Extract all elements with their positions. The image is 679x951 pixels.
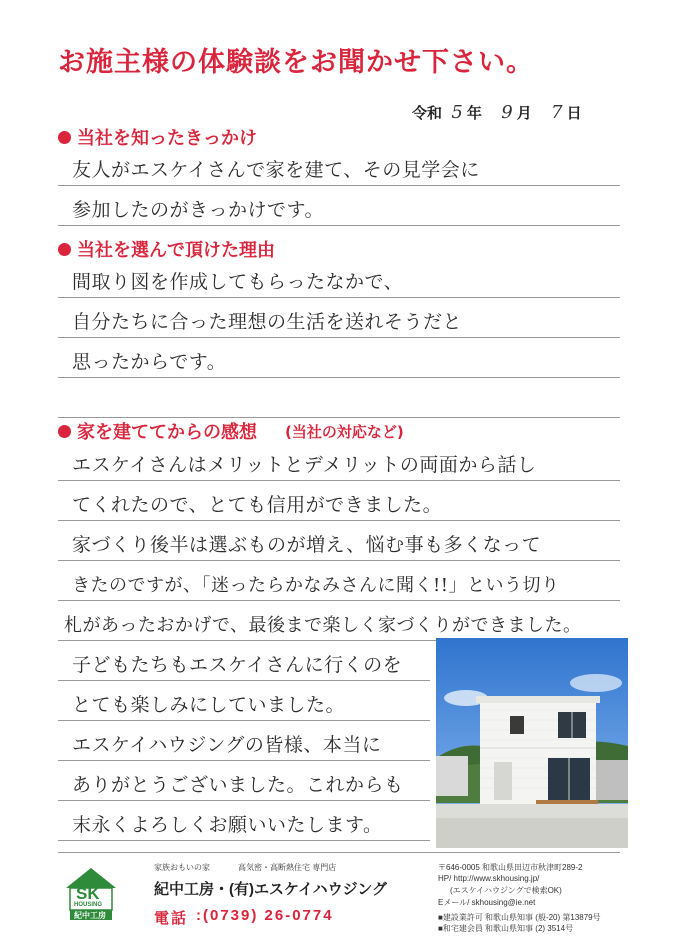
house-photo-illustration (436, 638, 628, 848)
answer-line: 間取り図を作成してもらったなかで、 (58, 258, 620, 298)
date-month-unit: 月 (516, 105, 532, 122)
logo-badge: 紀中工房 (74, 911, 106, 920)
date-year: 5 (451, 102, 463, 123)
date (412, 102, 592, 123)
postal-address: 〒646-0005 和歌山県田辺市秋津町289-2 (438, 863, 583, 872)
date-day: 7 (551, 102, 563, 123)
page-title: お施主様の体験談をお聞かせ下さい。 (58, 47, 534, 78)
answer-line (58, 378, 620, 418)
answer-line: 家づくり後半は選ぶものが増え、悩む事も多くなって (58, 521, 620, 561)
answer-line: エスケイさんはメリットとデメリットの両面から話し (58, 441, 620, 481)
footer-divider (58, 852, 620, 853)
license-construction: ■建設業許可 和歌山県知事 (般-20) 第13879号 (438, 913, 601, 922)
answer-line: ありがとうございました。これからも (58, 761, 430, 801)
answer-line: 子どもたちもエスケイさんに行くのを (58, 641, 430, 681)
bullet-icon (58, 243, 71, 256)
date-era: 令和 (412, 105, 443, 122)
answer-line: 札があったおかげで、最後まで楽しく家づくりができました。 (58, 601, 620, 641)
answer-line: きたのですが、「迷ったらかなみさんに聞く!!」という切り (58, 561, 620, 601)
license-realestate: ■和宅建会員 和歌山県知事 (2) 3514号 (438, 924, 574, 933)
answer-line: 思ったからです。 (58, 338, 620, 378)
phone-number[interactable]: :(0739) 26-0774 (196, 907, 334, 924)
specialty: 高気密・高断熱住宅 専門店 (238, 863, 337, 872)
house-photo (436, 638, 628, 848)
answer-line: 末永くよろしくお願いいたします。 (58, 801, 430, 841)
bullet-icon (58, 131, 71, 144)
answer-line: とても楽しみにしていました。 (58, 681, 430, 721)
company-logo (62, 864, 120, 920)
answer-reason-chosen (58, 258, 620, 418)
date-day-unit: 日 (566, 105, 582, 122)
answer-line: 友人がエスケイさんで家を建て、その見学会に (58, 146, 620, 186)
answer-reason-known (58, 146, 620, 226)
answer-line: 参加したのがきっかけです。 (58, 186, 620, 226)
logo-text: SK (76, 884, 100, 903)
section-subheading: (当社の対応など) (285, 422, 404, 441)
section-heading-impressions: 家を建ててからの感想 (当社の対応など) (58, 418, 404, 444)
section-heading-reason-known: 当社を知ったきっかけ (58, 124, 257, 150)
email-address[interactable]: Eメール/ skhousing@ie.net (438, 898, 536, 907)
date-year-unit: 年 (466, 105, 482, 122)
homepage-url[interactable]: HP/ http://www.skhousing.jp/ (438, 874, 540, 883)
answer-line: てくれたので、とても信用ができました。 (58, 481, 620, 521)
company-name: 紀中工房・(有)エスケイハウジング (154, 881, 387, 898)
bullet-icon (58, 425, 71, 438)
homepage-search-note: (エスケイハウジングで検索OK) (450, 886, 562, 895)
tagline: 家族おもいの家 (154, 863, 210, 872)
date-month: 9 (501, 102, 513, 123)
logo-sub: HOUSING (74, 902, 103, 908)
phone-label: 電話 (154, 910, 189, 927)
section-heading-reason-chosen: 当社を選んで頂けた理由 (58, 236, 275, 262)
answer-line: 自分たちに合った理想の生活を送れそうだと (58, 298, 620, 338)
answer-line: エスケイハウジングの皆様、本当に (58, 721, 430, 761)
